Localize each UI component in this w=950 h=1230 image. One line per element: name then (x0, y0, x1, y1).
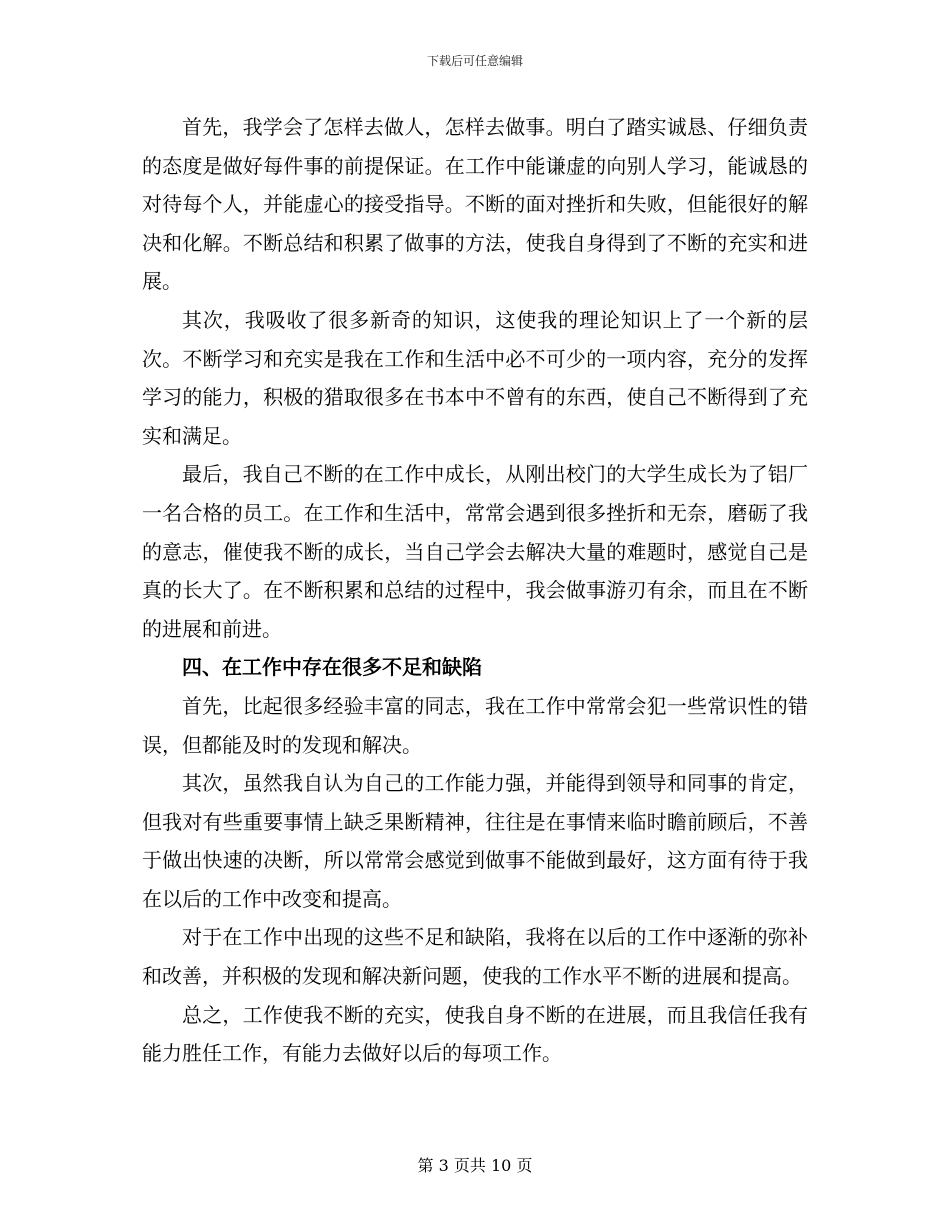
paragraph-improvement: 对于在工作中出现的这些不足和缺陷，我将在以后的工作中逐渐的弥补和改善，并积极的发现和解决新问题，使我的工作水平不断的进展和提高。 (142, 925, 808, 989)
page-header: 下载后可任意编辑 (426, 54, 523, 68)
paragraph-common-errors: 首先，比起很多经验丰富的同志，我在工作中常常会犯一些常识性的错误，但都能及时的发现和解决。 (142, 693, 808, 757)
paragraph-conclusion: 总之，工作使我不断的充实，使我自身不断的在进展，而且我信任我有能力胜任工作，有能力去做好以后的每项工作。 (142, 1002, 808, 1066)
paragraph-learning-conduct: 首先，我学会了怎样去做人，怎样去做事。明白了踏实诚恳、仔细负责的态度是做好每件事的前提保证。在工作中能谦虚的向别人学习，能诚恳的对待每个人，并能虚心的接受指导。不断的面对挫折和失败，但能很好的解决和化解。不断总结和积累了做事的方法，使我自身得到了不断的充实和进展。 (142, 115, 808, 294)
page-number: 第 3 页共 10 页 (417, 1156, 533, 1175)
paragraph-decisiveness: 其次，虽然我自认为自己的工作能力强，并能得到领导和同事的肯定，但我对有些重要事情上缺乏果断精神，往往是在事情来临时瞻前顾后，不善于做出快速的决断，所以常常会感觉到做事不能做到最好，这方面有待于我在以后的工作中改变和提高。 (142, 771, 808, 911)
paragraph-growth: 最后，我自己不断的在工作中成长，从刚出校门的大学生成长为了铝厂一名合格的员工。在工作和生活中，常常会遇到很多挫折和无奈，磨砺了我的意志，催使我不断的成长，当自己学会去解决大量的难题时，感觉自己是真的长大了。在不断积累和总结的过程中，我会做事游刃有余，而且在不断的进展和前进。 (142, 462, 808, 641)
document-body (142, 108, 808, 1073)
paragraph-knowledge: 其次，我吸收了很多新奇的知识，这使我的理论知识上了一个新的层次。不断学习和充实是我在工作和生活中必不可少的一项内容，充分的发挥学习的能力，积极的猎取很多在书本中不曾有的东西，使自己不断得到了充实和满足。 (142, 307, 808, 448)
section-heading-shortcomings: 四、在工作中存在很多不足和缺陷 (182, 655, 482, 680)
